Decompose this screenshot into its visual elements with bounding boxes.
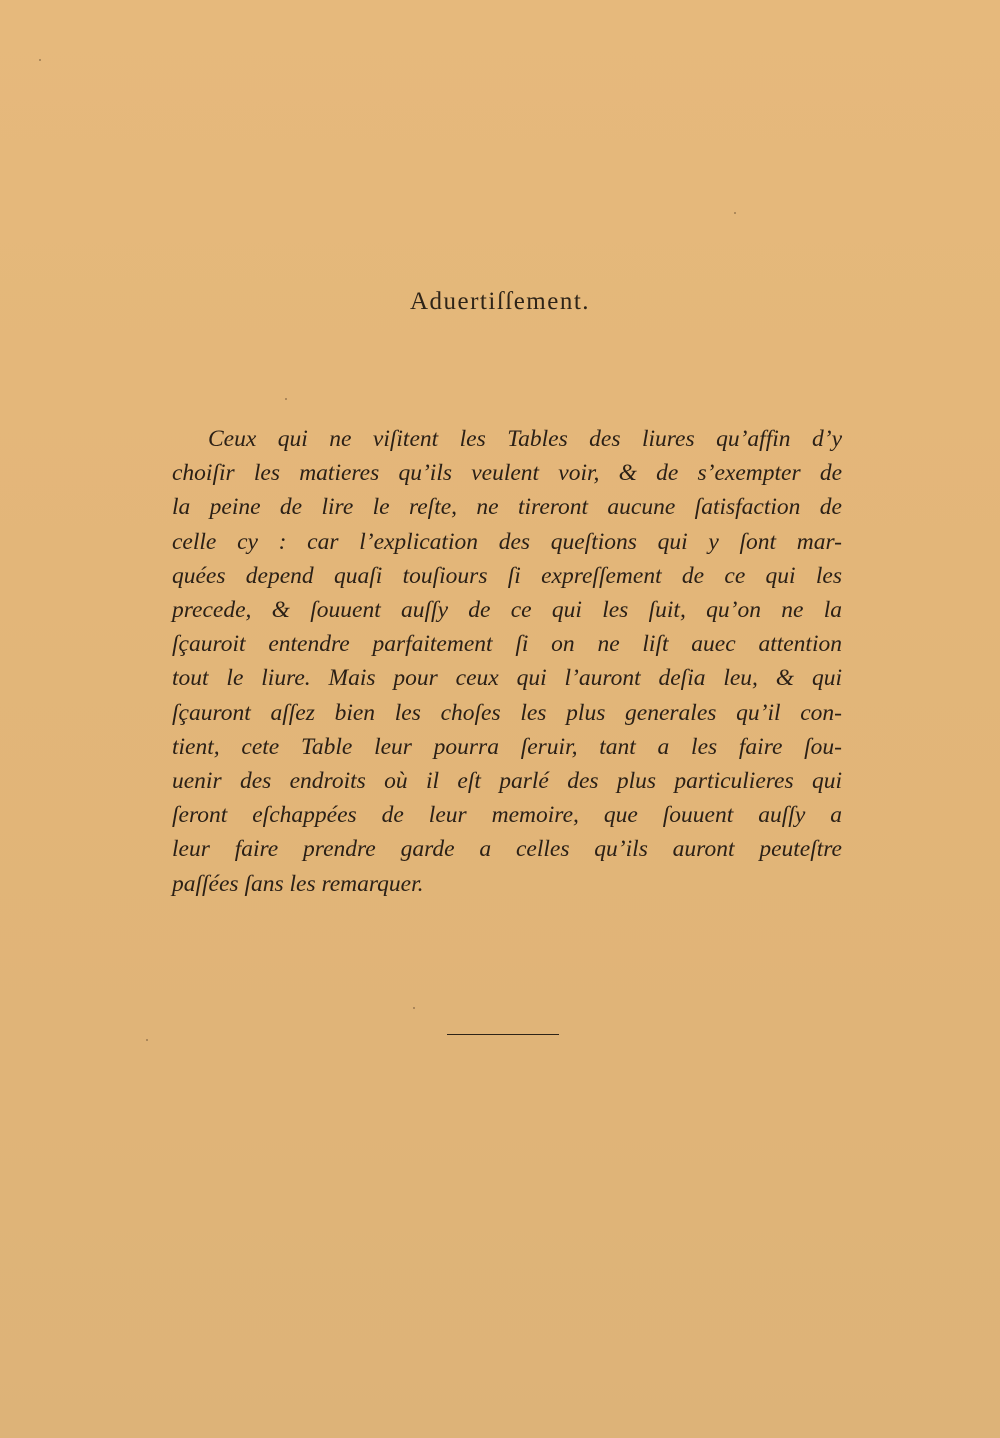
paper-speck: [39, 59, 41, 61]
notice-paragraph: [172, 422, 842, 901]
paragraph-line: ſeront eſchappées de leur memoire, que ſouuent auſſy a: [172, 802, 842, 829]
paragraph-line: celle cy : car l’explication des queſtions qui y ſont mar-: [172, 528, 842, 555]
paragraph-line: paſſées ſans les remarquer.: [172, 870, 424, 897]
paper-speck: [285, 398, 287, 400]
paragraph-line: tout le liure. Mais pour ceux qui l’auront deſia leu, & qui: [172, 665, 842, 692]
paragraph-line: ſçauroit entendre parfaitement ſi on ne liſt auec attention: [172, 631, 842, 658]
paragraph-line: tient, cete Table leur pourra ſeruir, tant a les faire ſou-: [172, 733, 842, 760]
paragraph-line: uenir des endroits où il eſt parlé des plus particulieres qui: [172, 768, 842, 795]
paragraph-line: la peine de lire le reſte, ne tireront aucune ſatisfaction de: [172, 494, 842, 521]
paragraph-line: choiſir les matieres qu’ils veulent voir, & de s’exempter de: [172, 460, 842, 487]
paper-speck: [734, 212, 736, 214]
paragraph-line: precede, & ſouuent auſſy de ce qui les ſuit, qu’on ne la: [172, 597, 842, 624]
closing-rule: [447, 1034, 559, 1035]
paragraph-line: leur faire prendre garde a celles qu’ils auront peuteſtre: [172, 836, 842, 863]
paragraph-line: Ceux qui ne viſitent les Tables des liures qu’affin d’y: [208, 426, 842, 452]
paper-speck: [413, 1007, 415, 1009]
paper-speck: [146, 1039, 148, 1041]
paragraph-line: quées depend quaſi touſiours ſi expreſſement de ce qui les: [172, 562, 842, 589]
page-title: Aduertiſſement.: [409, 288, 591, 315]
paragraph-line: ſçauront aſſez bien les choſes les plus generales qu’il con-: [172, 699, 842, 726]
